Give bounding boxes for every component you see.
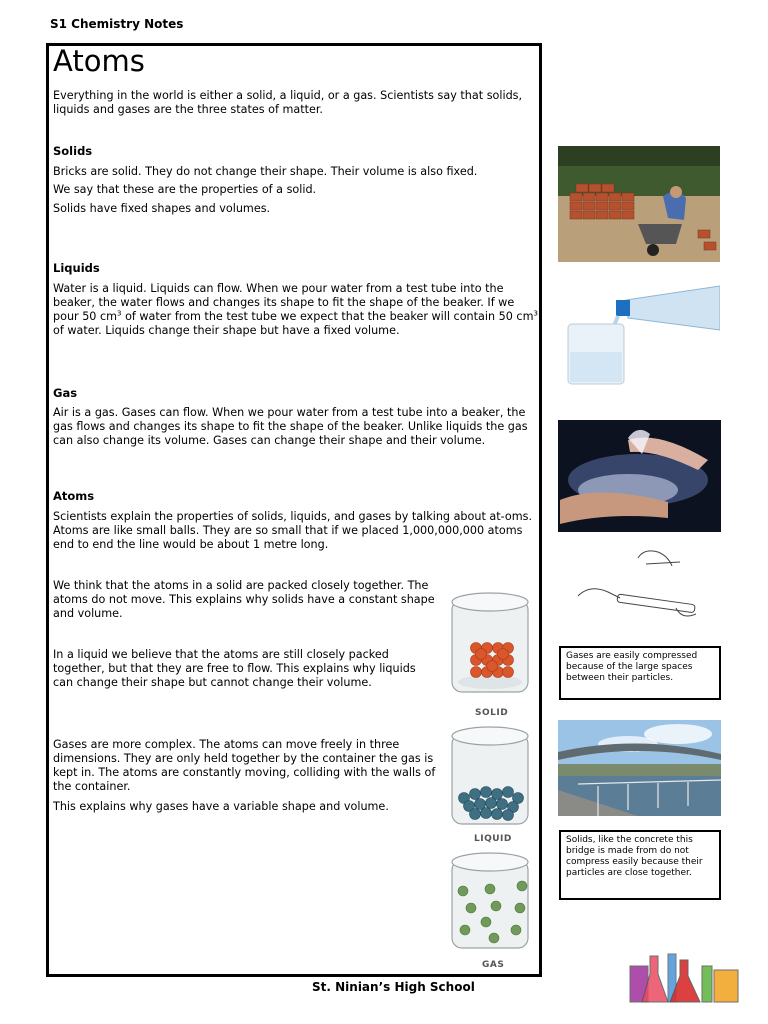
atoms-p3: In a liquid we believe that the atoms are still closely packed together, but that they are free to flow. This explains why liquids can change their shape but cannot change their volume.: [53, 648, 416, 689]
gas-caption-text: Gases are easily compressed because of the large spaces between their particles.: [566, 651, 698, 683]
gas-jar-label: GAS: [482, 960, 505, 970]
solid-caption-text: Solids, like the concrete this bridge is made from do not compress easily because their particles are close together.: [566, 835, 703, 878]
liquid-jar-label: LIQUID: [474, 834, 512, 844]
atoms-p4: Gases are more complex. The atoms can move freely in three dimensions. They are only held together by the container the gas is kept in. The atoms are constantly moving, colliding with the walls of the container.: [53, 738, 436, 793]
liquids-part3: of water. Liquids change their shape but have a fixed volume.: [53, 324, 400, 337]
bricks-photo: [558, 146, 720, 262]
liquids-part1: Water is a liquid. Liquids can flow. When we pour water from a test tube into the beaker, the water flows and changes its shape to fit the shape of the beaker. If we pour 50 cm: [53, 282, 515, 323]
liquids-heading: Liquids: [53, 261, 100, 275]
atoms-heading: Atoms: [53, 489, 95, 503]
solids-p3: Solids have fixed shapes and volumes.: [53, 202, 271, 215]
atoms-p5: This explains why gases have a variable shape and volume.: [53, 800, 389, 813]
header-text: S1 Chemistry Notes: [50, 17, 184, 31]
gas-pouring-photo: [558, 420, 721, 532]
bridge-photo: [558, 720, 721, 816]
solids-p1: Bricks are solid. They do not change their shape. Their volume is also fixed.: [53, 165, 478, 178]
atoms-p2: We think that the atoms in a solid are packed closely together. The atoms do not move. This explains why solids have a constant shape and volume.: [53, 579, 435, 620]
syringe-drawing: [572, 540, 707, 626]
gas-heading: Gas: [53, 386, 78, 400]
footer-school-name: St. Ninian’s High School: [312, 980, 475, 994]
solids-p2: We say that these are the properties of a solid.: [53, 183, 317, 196]
solids-heading: Solids: [53, 144, 93, 158]
water-pouring-photo: [558, 280, 720, 394]
gas-paragraph: Air is a gas. Gases can flow. When we pour water from a test tube into a beaker, the gas flows and changes its shape to fit the shape of the beaker. Unlike liquids the gas can also change its volume. Gases can change their shape and their volume.: [53, 406, 528, 447]
solid-jar-illustration: [446, 588, 536, 700]
gas-caption-box: [559, 646, 721, 700]
liquids-part2: of water from the test tube we expect that the beaker will contain 50 cm: [121, 310, 534, 323]
atoms-p1: Scientists explain the properties of solids, liquids, and gases by talking about at-oms. Atoms are like small balls. They are so small that if we placed 1,000,000,000 atoms end to end the line would be about 1 metre long.: [53, 510, 533, 551]
cube-superscript: 3: [117, 309, 122, 318]
liquids-paragraph: [53, 282, 538, 338]
solid-caption-box: [559, 830, 721, 900]
gas-jar-illustration: [446, 848, 536, 956]
solid-jar-label: SOLID: [475, 708, 509, 718]
liquid-jar-illustration: [446, 722, 536, 830]
page-title: Atoms: [53, 44, 145, 78]
lab-flasks-image: [626, 946, 744, 1006]
intro-paragraph: Everything in the world is either a solid, a liquid, or a gas. Scientists say that solids, liquids and gases are the three states of matter.: [53, 89, 523, 116]
cube-superscript: 3: [533, 309, 538, 318]
